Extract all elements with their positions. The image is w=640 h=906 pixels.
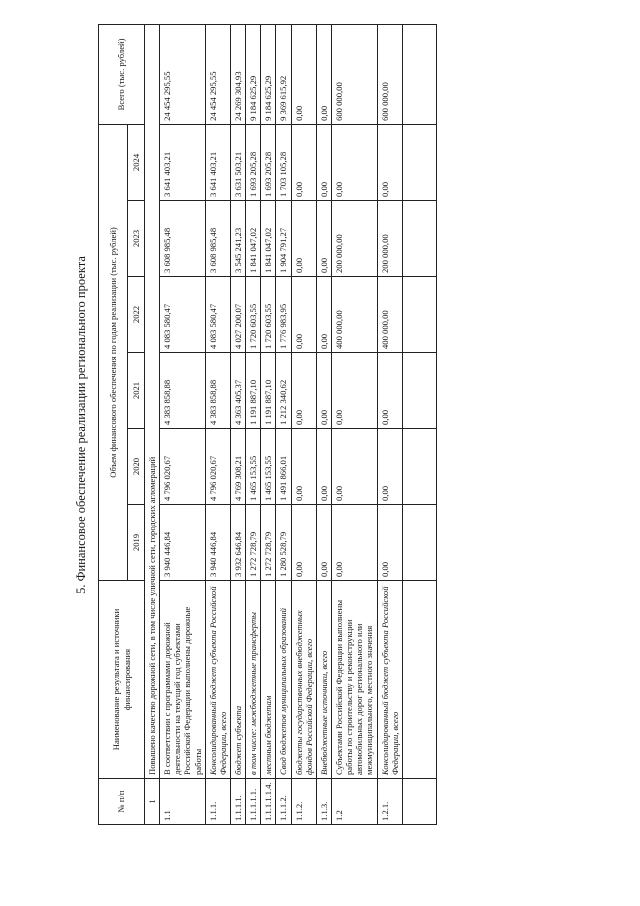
header-total: Всего (тыс. рублей) (99, 24, 145, 124)
row-total: 0,00 (316, 24, 331, 124)
table-row (160, 24, 206, 824)
row-value (402, 505, 436, 581)
row-value: 1 191 887,10 (246, 353, 261, 429)
row-value: 0,00 (377, 429, 402, 505)
section-num: 1 (145, 779, 160, 825)
table-row (331, 24, 377, 824)
row-total: 24 454 295,55 (160, 24, 206, 124)
row-value: 0,00 (316, 277, 331, 353)
row-value: 1 904 791,27 (276, 201, 291, 277)
row-total: 600 000,00 (377, 24, 402, 124)
table-row (261, 24, 276, 824)
row-value: 0,00 (316, 505, 331, 581)
row-value: 0,00 (291, 353, 316, 429)
row-num: 1.1.1. (205, 779, 230, 825)
row-value (402, 124, 436, 200)
header-year: 2024 (128, 124, 145, 200)
page-title: 5. Финансовое обеспечение реализации регионального проекта (74, 256, 88, 594)
row-name: бюджет субъекта (230, 581, 245, 779)
row-value: 3 631 503,21 (230, 124, 245, 200)
row-num: 1.2 (331, 779, 377, 825)
row-value: 0,00 (377, 124, 402, 200)
row-value: 1 776 983,95 (276, 277, 291, 353)
row-value: 4 083 580,47 (160, 277, 206, 353)
row-name: в том числе: межбюджетные трансферты (246, 581, 261, 779)
row-value: 1 703 105,28 (276, 124, 291, 200)
row-total: 9 369 615,92 (276, 24, 291, 124)
row-value: 4 027 200,07 (230, 277, 245, 353)
table-row (316, 24, 331, 824)
row-value: 0,00 (291, 429, 316, 505)
row-value: 3 940 446,84 (205, 505, 230, 581)
table-row (246, 24, 261, 824)
row-value: 3 608 985,48 (160, 201, 206, 277)
row-total: 9 184 625,29 (246, 24, 261, 124)
row-value: 1 465 153,55 (246, 429, 261, 505)
row-total: 24 454 295,55 (205, 24, 230, 124)
row-name: Консолидированный бюджет субъекта Российской Федерации, всего (377, 581, 402, 779)
row-name (402, 581, 436, 779)
row-value: 4 383 858,88 (160, 353, 206, 429)
row-name: Консолидированный бюджет субъекта Российской Федерации, всего (205, 581, 230, 779)
row-value: 0,00 (316, 124, 331, 200)
row-num: 1.1.1.1.1.4. (261, 779, 276, 825)
row-total: 0,00 (291, 24, 316, 124)
row-value: 1 272 728,79 (261, 505, 276, 581)
row-value: 0,00 (331, 429, 377, 505)
row-name: В соответствии с программами дорожной деятельности на текущий год субъектами Российской Федерации выполнены дорожные работы (160, 581, 206, 779)
row-value: 0,00 (291, 505, 316, 581)
row-name: бюджеты государственных внебюджетных фондов Российской Федерации, всего (291, 581, 316, 779)
row-value: 1 841 047,02 (261, 201, 276, 277)
row-num: 1.1.1.1. (230, 779, 245, 825)
row-value: 3 608 985,48 (205, 201, 230, 277)
header-year: 2021 (128, 353, 145, 429)
header-year: 2020 (128, 429, 145, 505)
row-value: 3 641 403,21 (160, 124, 206, 200)
row-num: 1.1 (160, 779, 206, 825)
row-value: 3 641 403,21 (205, 124, 230, 200)
row-value (402, 429, 436, 505)
row-total (402, 24, 436, 124)
row-value: 4 083 580,47 (205, 277, 230, 353)
table-row (230, 24, 245, 824)
row-value (402, 201, 436, 277)
header-num: № п/п (99, 779, 145, 825)
row-value: 0,00 (331, 124, 377, 200)
row-total: 9 184 625,29 (261, 24, 276, 124)
row-value: 0,00 (316, 353, 331, 429)
row-value: 1 841 047,02 (246, 201, 261, 277)
row-value: 0,00 (291, 124, 316, 200)
row-value: 0,00 (291, 277, 316, 353)
rotated-content (70, 25, 610, 825)
row-value: 400 000,00 (331, 277, 377, 353)
row-num: 1.1.3. (316, 779, 331, 825)
header-name: Наименование результата и источники финансирования (99, 581, 145, 779)
row-value (402, 277, 436, 353)
table-row (205, 24, 230, 824)
row-value: 0,00 (291, 201, 316, 277)
header-year: 2022 (128, 277, 145, 353)
row-total: 24 269 304,93 (230, 24, 245, 124)
row-num: 1.2.1. (377, 779, 402, 825)
row-value: 1 280 528,79 (276, 505, 291, 581)
row-name: Свод бюджетов муниципальных образований (276, 581, 291, 779)
row-value: 0,00 (316, 429, 331, 505)
row-name: Субъектами Российской Федерации выполнены работы по строительству и реконструкции автомобильных дорог регионального или межмуниципального, местного значения (331, 581, 377, 779)
row-value: 3 545 241,23 (230, 201, 245, 277)
row-value (402, 353, 436, 429)
row-value: 1 272 728,79 (246, 505, 261, 581)
row-value: 0,00 (331, 505, 377, 581)
row-value: 4 796 020,67 (205, 429, 230, 505)
financing-table (98, 24, 437, 825)
row-name: местным бюджетам (261, 581, 276, 779)
row-value: 0,00 (316, 201, 331, 277)
row-value: 0,00 (377, 353, 402, 429)
row-value: 200 000,00 (377, 201, 402, 277)
row-value: 1 212 340,62 (276, 353, 291, 429)
table-row (291, 24, 316, 824)
table-row (402, 24, 436, 824)
row-num: 1.1.2. (291, 779, 316, 825)
row-value: 0,00 (377, 505, 402, 581)
row-value: 1 491 866,01 (276, 429, 291, 505)
table-row (276, 24, 291, 824)
row-num: 1.1.1.2. (276, 779, 291, 825)
row-name: Внебюджетные источники, всего (316, 581, 331, 779)
row-value: 1 693 205,28 (261, 124, 276, 200)
row-num: 1.1.1.1.1. (246, 779, 261, 825)
row-value: 0,00 (331, 353, 377, 429)
row-value: 1 693 205,28 (246, 124, 261, 200)
row-value: 400 000,00 (377, 277, 402, 353)
row-value: 3 932 646,84 (230, 505, 245, 581)
row-value: 3 940 446,84 (160, 505, 206, 581)
row-total: 600 000,00 (331, 24, 377, 124)
row-value: 4 363 405,37 (230, 353, 245, 429)
header-group: Объем финансового обеспечения по годам реализации (тыс. рублей) (99, 124, 128, 580)
row-num (402, 779, 436, 825)
row-value: 200 000,00 (331, 201, 377, 277)
row-value: 1 720 603,55 (246, 277, 261, 353)
section-row (145, 24, 160, 824)
row-value: 4 769 308,21 (230, 429, 245, 505)
row-value: 1 720 603,55 (261, 277, 276, 353)
table-row (377, 24, 402, 824)
row-value: 1 465 153,55 (261, 429, 276, 505)
row-value: 1 191 887,10 (261, 353, 276, 429)
header-year: 2023 (128, 201, 145, 277)
row-value: 4 796 020,67 (160, 429, 206, 505)
row-value: 4 383 858,88 (205, 353, 230, 429)
header-year: 2019 (128, 505, 145, 581)
section-label: Повышено качество дорожной сети, в том числе уличной сети, городских агломераций (145, 24, 160, 778)
